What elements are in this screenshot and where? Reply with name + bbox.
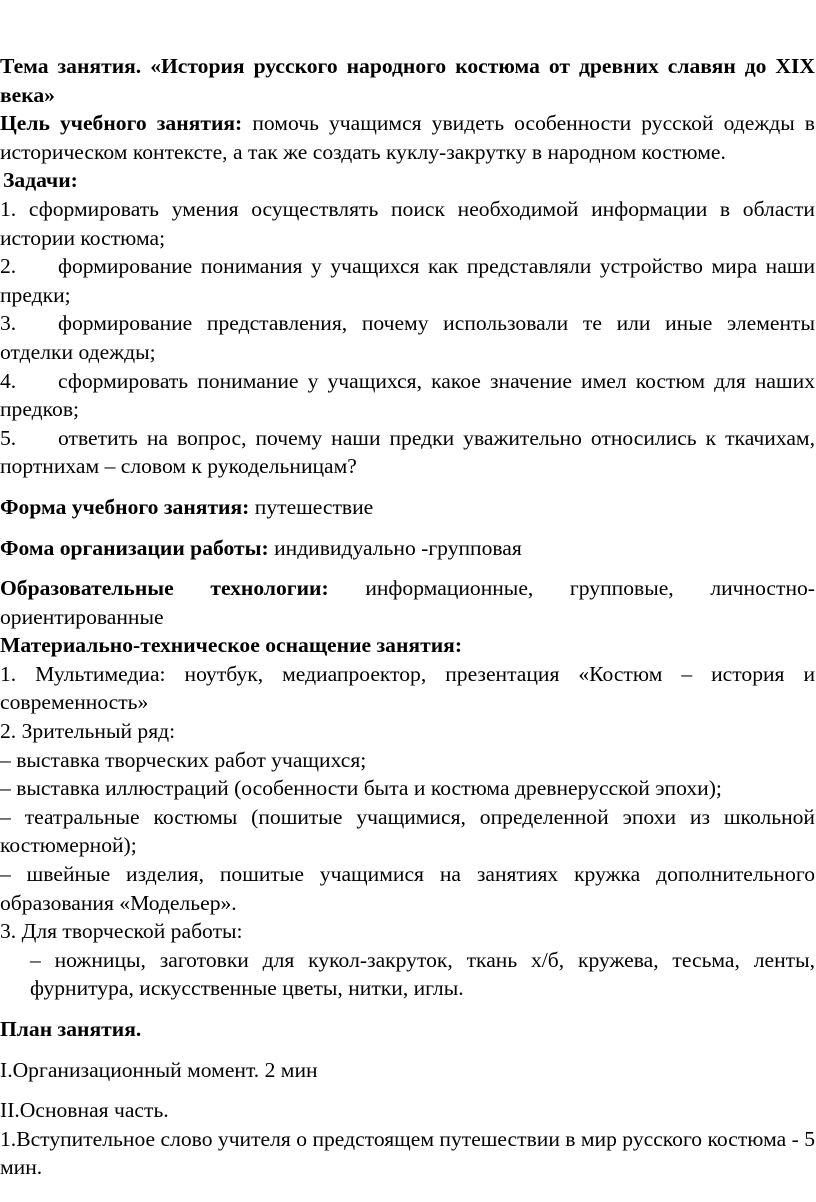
goal-line — [0, 109, 815, 166]
equipment-creative-heading: 3. Для творческой работы: — [0, 919, 243, 944]
topic-value: «История русского народного костюма от древних славян до XIX века» — [0, 54, 815, 107]
task-item-5: 5. ответить на вопрос, почему наши предки уважительно относились к ткачихам, портнихам – словом к рукодельницам? — [0, 425, 815, 479]
visual-item-4: – швейные изделия, пошитые учащимися на занятиях кружка дополнительного образования «Модельер». — [0, 862, 815, 915]
equipment-visual-heading: 2. Зрительный ряд: — [0, 719, 176, 744]
task-item-1: 1. сформировать умения осуществлять поиск необходимой информации в области истории костюма; — [0, 196, 815, 250]
task-item-3: 3. формирование представления, почему использовали те или иные элементы отделки одежды; — [0, 311, 815, 364]
topic-label: Тема занятия. — [0, 54, 142, 78]
visual-item-1: – выставка творческих работ учащихся; — [0, 747, 367, 772]
topic-line — [0, 52, 815, 109]
technologies-label: Образовательные технологии: — [0, 576, 329, 601]
technologies-value: информационные, групповые, личностно-ориентированные — [0, 576, 815, 629]
form-label: Форма учебного занятия: — [0, 494, 250, 519]
equipment-multimedia: 1. Мультимедиа: ноутбук, медиапроектор, презентация «Костюм – история и современность» — [0, 661, 815, 715]
equipment-heading: Материально-техническое оснащение занятия: — [0, 633, 463, 658]
lesson-plan-document — [0, 52, 815, 1182]
goal-label: Цель учебного занятия: — [0, 111, 243, 136]
organization-value: индивидуально -групповая — [274, 535, 522, 560]
plan-stage-1: I.Организационный момент. 2 мин — [0, 1057, 318, 1082]
task-item-2: 2. формирование понимания у учащихся как представляли устройство мира наши предки; — [0, 254, 815, 307]
task-item-4: 4. сформировать понимание у учащихся, какое значение имел костюм для наших предков; — [0, 368, 815, 422]
plan-stage-2: II.Основная часть. — [0, 1098, 169, 1123]
form-line — [0, 493, 815, 522]
form-value: путешествие — [254, 494, 374, 519]
plan-stage-2-item-1: 1.Вступительное слово учителя о предстоящем путешествии в мир русского костюма - 5 мин. — [0, 1126, 815, 1180]
technologies-line — [0, 574, 815, 631]
goal-value: помочь учащимся увидеть особенности русской одежды в историческом контексте, а так же создать куклу-закрутку в народном костюме. — [0, 111, 816, 164]
organization-line — [0, 534, 815, 563]
organization-label: Фома организации работы: — [0, 535, 269, 560]
visual-item-2: – выставка иллюстраций (особенности быта и костюма древнерусской эпохи); — [0, 776, 722, 801]
visual-item-3: – театральные костюмы (пошитые учащимися, определенной эпохи из школьной костюмерной); — [0, 804, 815, 858]
tasks-heading: Задачи: — [3, 168, 78, 193]
creative-item: – ножницы, заготовки для кукол-закруток, ткань х/б, кружева, тесьма, ленты, фурнитура, искусственные цветы, нитки, иглы. — [30, 947, 815, 1001]
plan-heading: План занятия. — [0, 1017, 142, 1041]
